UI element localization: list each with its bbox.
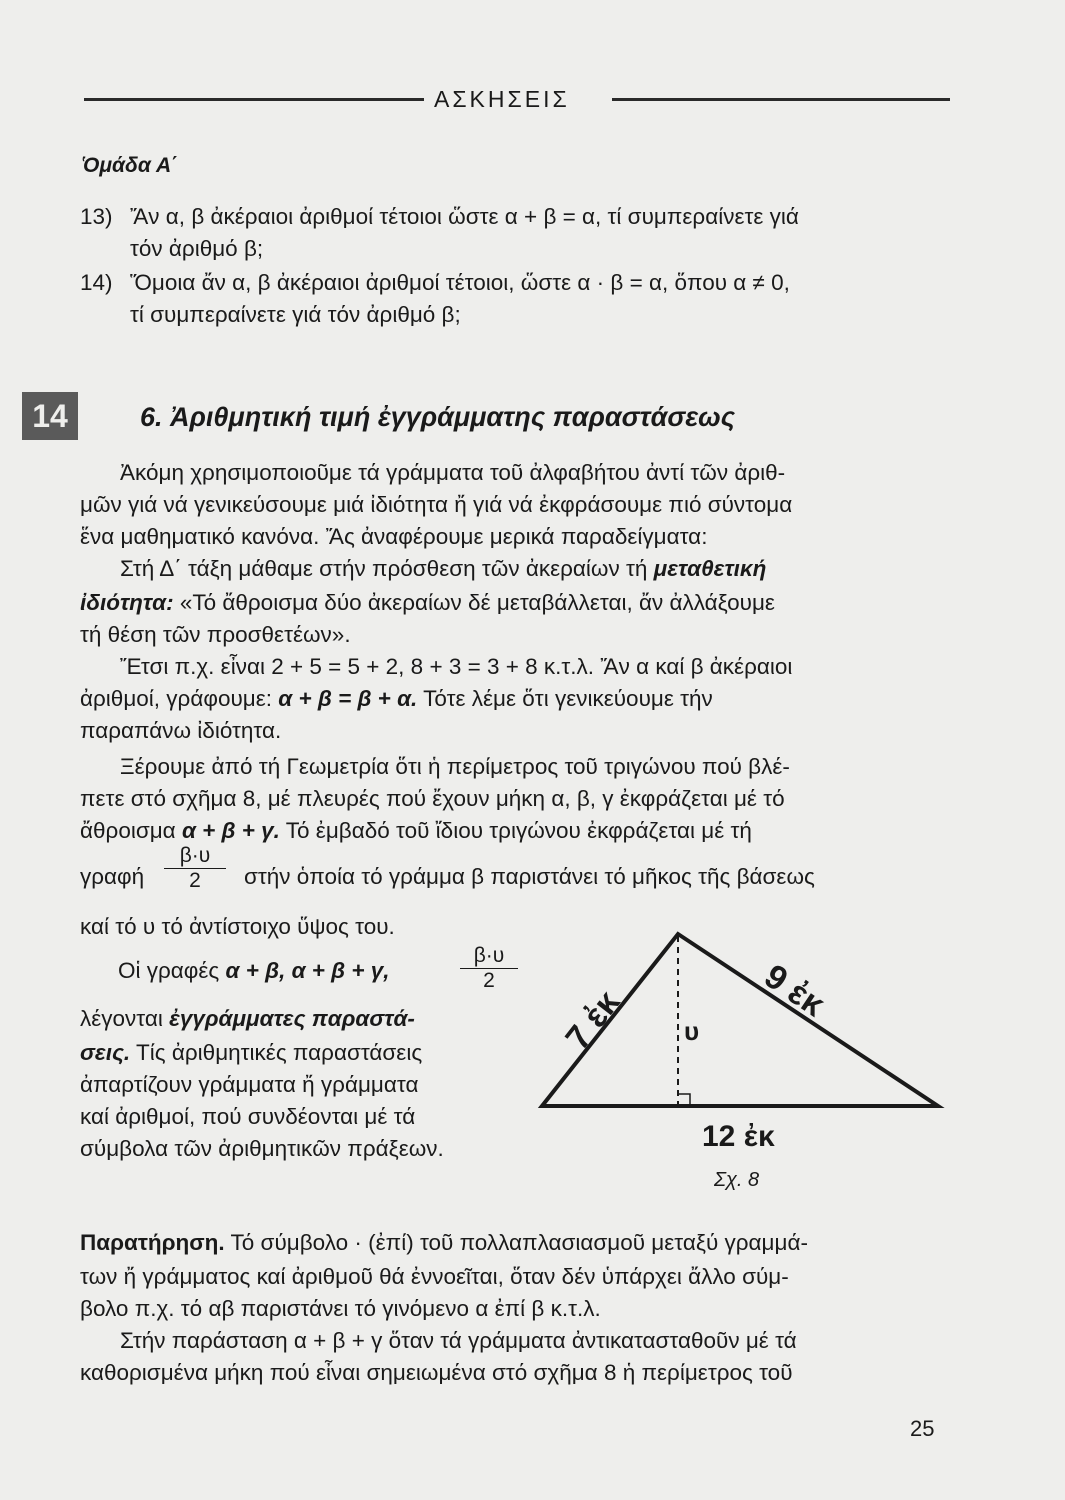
figure-caption: Σχ. 8 — [714, 1169, 760, 1190]
formula: α + β + γ. — [181, 818, 280, 843]
paragraph-line — [80, 816, 948, 846]
text: Οἱ γραφές — [118, 958, 226, 983]
paragraph-line: καί ἀριθμοί, πού συνδέονται μέ τά — [80, 1104, 416, 1129]
area-fraction-inline — [460, 944, 518, 993]
header-title: ΑΣΚΗΣΕΙΣ — [434, 86, 570, 112]
group-label: Ὁμάδα Α΄ — [82, 154, 179, 177]
paragraph-line: καί τό υ τό ἀντίστοιχο ὕψος του. — [80, 914, 395, 939]
paragraph-line: πετε στό σχῆμα 8, μέ πλευρές πού ἔχουν μήκη α, β, γ ἐκφράζεται μέ τό — [80, 786, 785, 811]
fraction-numerator: β·υ — [164, 844, 226, 869]
paragraph-line: ἕνα μαθηματικό κανόνα. Ἄς ἀναφέρουμε μερικά παραδείγματα: — [80, 524, 708, 549]
paragraph-line — [80, 588, 948, 618]
triangle-figure — [530, 920, 950, 1190]
text: Τίς ἀριθμητικές παραστάσεις — [130, 1040, 423, 1065]
note-line — [80, 1228, 948, 1258]
base-label: 12 ἐκ — [702, 1120, 775, 1153]
exercise-text: Ἄν α, β ἀκέραιοι ἀριθμοί τέτοιοι ὥστε α + β = α, τί συμπεραίνετε γιά — [130, 204, 799, 229]
text: «Τό ἄθροισμα δύο ἀκεραίων δέ μεταβάλλεται, ἄν ἀλλάξουμε — [173, 590, 775, 615]
paragraph-line: σύμβολα τῶν ἀριθμητικῶν πράξεων. — [80, 1136, 444, 1161]
paragraph-line: Ἔτσι π.χ. εἶναι 2 + 5 = 5 + 2, 8 + 3 = 3 + 8 κ.τ.λ. Ἄν α καί β ἀκέραιοι — [120, 654, 793, 679]
area-fraction — [164, 844, 226, 893]
exercise-number: 14) — [80, 270, 113, 295]
paragraph-line — [80, 1006, 415, 1032]
paragraph-line: Ἀκόμη χρησιμοποιοῦμε τά γράμματα τοῦ ἀλφαβήτου ἀντί τῶν ἀριθ- — [120, 460, 786, 485]
note-line: των ἤ γράμματος καί ἀριθμοῦ θά ἐννοεῖται, ὅταν δέν ὑπάρχει ἄλλο σύμ- — [80, 1264, 789, 1289]
header-rule-left — [84, 98, 424, 101]
paragraph-line: καθορισμένα μήκη πού εἶναι σημειωμένα στό σχῆμα 8 ἡ περίμετρος τοῦ — [80, 1360, 793, 1385]
text: στήν ὁποία τό γράμμα β παριστάνει τό μῆκος τῆς βάσεως — [244, 864, 815, 889]
exercise-text: τί συμπεραίνετε γιά τόν ἀριθμό β; — [130, 302, 461, 327]
exercise-text: Ὅμοια ἄν α, β ἀκέραιοι ἀριθμοί τέτοιοι, ὥστε α · β = α, ὅπου α ≠ 0, — [130, 270, 790, 295]
fraction-denominator: 2 — [189, 869, 201, 892]
text: ἀριθμοί, γράφουμε: — [80, 686, 279, 711]
text: Τότε λέμε ὅτι γενικεύουμε τήν — [417, 686, 713, 711]
paragraph-line — [80, 684, 948, 714]
paragraph-line: παραπάνω ἰδιότητα. — [80, 718, 282, 743]
section-title: 6. Ἀριθμητική τιμή ἐγγράμματης παραστάσεως — [140, 402, 736, 432]
paragraph-line — [80, 1040, 422, 1066]
text: λέγονται — [80, 1006, 170, 1031]
exercise-number: 13) — [80, 204, 113, 229]
text: Τό ἐμβαδό τοῦ ἴδιου τριγώνου ἐκφράζεται μέ τή — [279, 818, 752, 843]
paragraph-line: μῶν γιά νά γενικεύσουμε μιά ἰδιότητα ἤ γιά νά ἐκφράσουμε πιό σύντομα — [80, 492, 793, 517]
right-side-label: 9 ἐκ — [757, 957, 832, 1025]
section-badge-number: 14 — [32, 398, 68, 434]
paragraph-line: Ξέρουμε ἀπό τή Γεωμετρία ὅτι ἡ περίμετρος τοῦ τριγώνου πού βλέ- — [120, 754, 790, 779]
formula: α + β, α + β + γ, — [225, 958, 390, 983]
term-property: ἰδιότητα: — [80, 590, 174, 615]
header-rule-right — [612, 98, 950, 101]
fraction-numerator: β·υ — [460, 944, 518, 969]
note-heading: Παρατήρηση. — [80, 1230, 225, 1255]
paragraph-line — [80, 554, 948, 584]
formula: α + β = β + α. — [278, 686, 418, 711]
exercise-text: τόν ἀριθμό β; — [130, 236, 264, 261]
text: Στή Δ΄ τάξη μάθαμε στήν πρόσθεση τῶν ἀκεραίων τή — [120, 556, 654, 581]
paragraph-line — [118, 958, 390, 984]
paragraph-line: ἀπαρτίζουν γράμματα ἤ γράμματα — [80, 1072, 419, 1097]
height-label: υ — [684, 1016, 700, 1046]
note-line: βολο π.χ. τό αβ παριστάνει τό γινόμενο α ἐπί β κ.τ.λ. — [80, 1296, 601, 1321]
term-literal-expressions: σεις. — [80, 1040, 131, 1065]
term-literal-expressions: ἐγγράμματες παραστά- — [169, 1006, 415, 1031]
left-side-label: 7 ἐκ — [558, 983, 628, 1057]
text: γραφή — [80, 864, 145, 889]
section-badge — [22, 392, 78, 440]
text: ἄθροισμα — [80, 818, 182, 843]
term-commutative: μεταθετική — [653, 556, 767, 581]
page-number: 25 — [910, 1416, 935, 1441]
paragraph-line: Στήν παράσταση α + β + γ ὅταν τά γράμματα ἀντικατασταθοῦν μέ τά — [120, 1328, 797, 1353]
text: Τό σύμβολο · (ἐπί) τοῦ πολλαπλασιασμοῦ μεταξύ γραμμά- — [224, 1230, 808, 1255]
fraction-denominator: 2 — [483, 969, 495, 992]
paragraph-line: τή θέση τῶν προσθετέων». — [80, 622, 351, 647]
